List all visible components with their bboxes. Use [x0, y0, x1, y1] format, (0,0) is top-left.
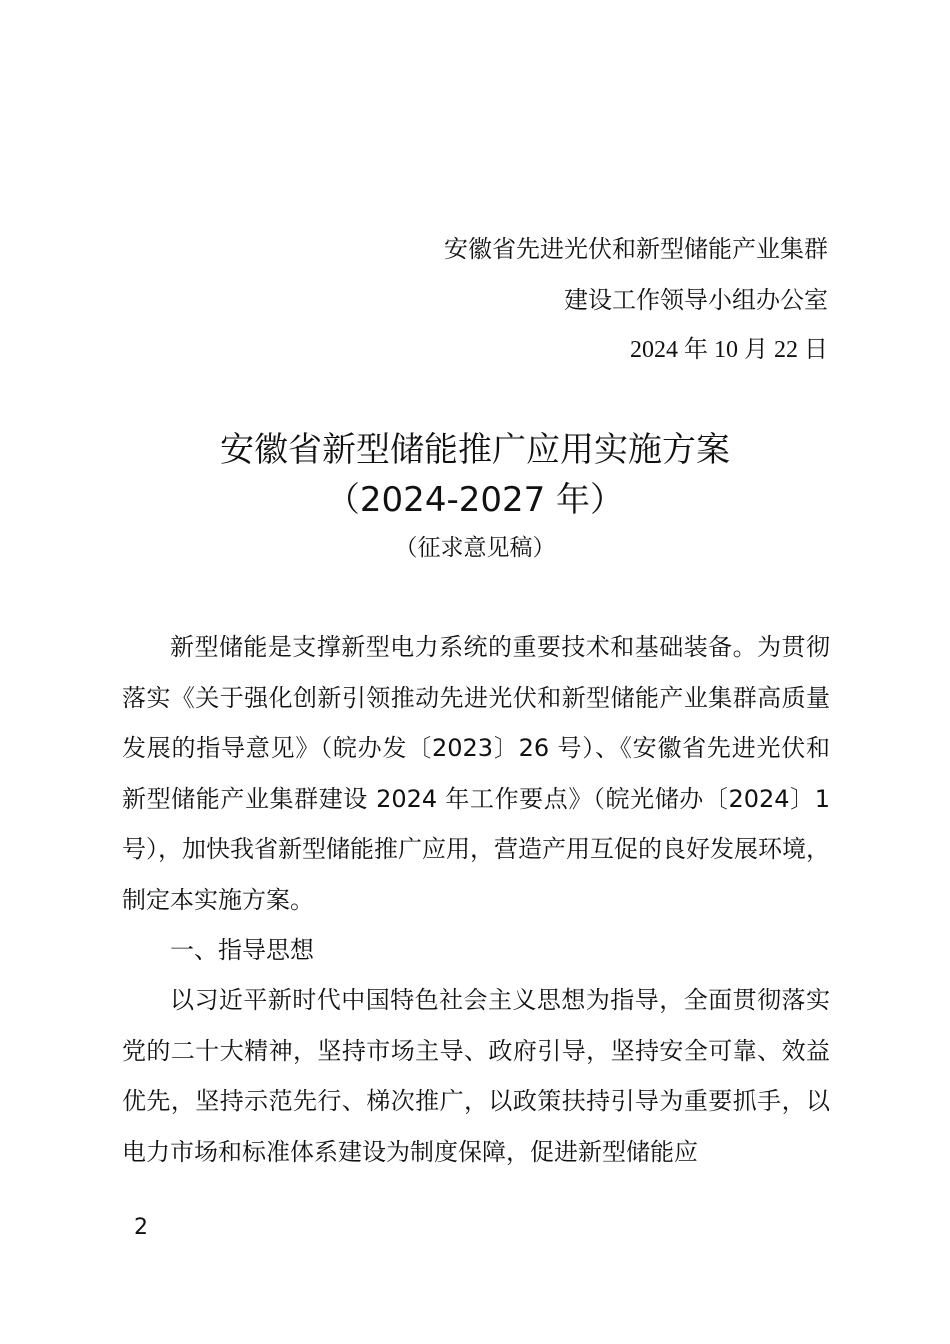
document-status: （征求意见稿） — [394, 535, 556, 561]
issuing-org-line-2: 建设工作领导小组办公室 — [564, 286, 828, 314]
section-heading-block — [122, 925, 830, 976]
document-title-years: （2024-2027 年） — [325, 480, 625, 520]
page-number: 2 — [134, 1215, 148, 1240]
intro-paragraph: 新型储能是支撑新型电力系统的重要技术和基础装备。为贯彻落实《关于强化创新引领推动先进光伏和新型储能产业集群高质量发展的指导意见》（皖办发〔2023〕26 号）、《安徽省先进光伏和新型储能产业集群建设 2024 年工作要点》（皖光储办〔2024〕1 号），加快我省新型储能推广应用，营造产用互促的良好发展环境，制定本实施方案。 — [122, 633, 830, 914]
section-paragraph-guiding-thought: 以习近平新时代中国特色社会主义思想为指导，全面贯彻落实党的二十大精神，坚持市场主导、政府引导，坚持安全可靠、效益优先，坚持示范先行、梯次推广，以政策扶持引导为重要抓手，以电力市场和标准体系建设为制度保障，促进新型储能应 — [122, 986, 830, 1166]
section-paragraph-block — [122, 975, 830, 1177]
document-title: 安徽省新型储能推广应用实施方案 — [220, 430, 730, 470]
issuing-org-line-1: 安徽省先进光伏和新型储能产业集群 — [444, 235, 828, 263]
intro-paragraph-block — [122, 622, 830, 925]
issue-date: 2024 年 10 月 22 日 — [630, 337, 828, 363]
section-heading-guiding-thought: 一、指导思想 — [170, 936, 314, 964]
